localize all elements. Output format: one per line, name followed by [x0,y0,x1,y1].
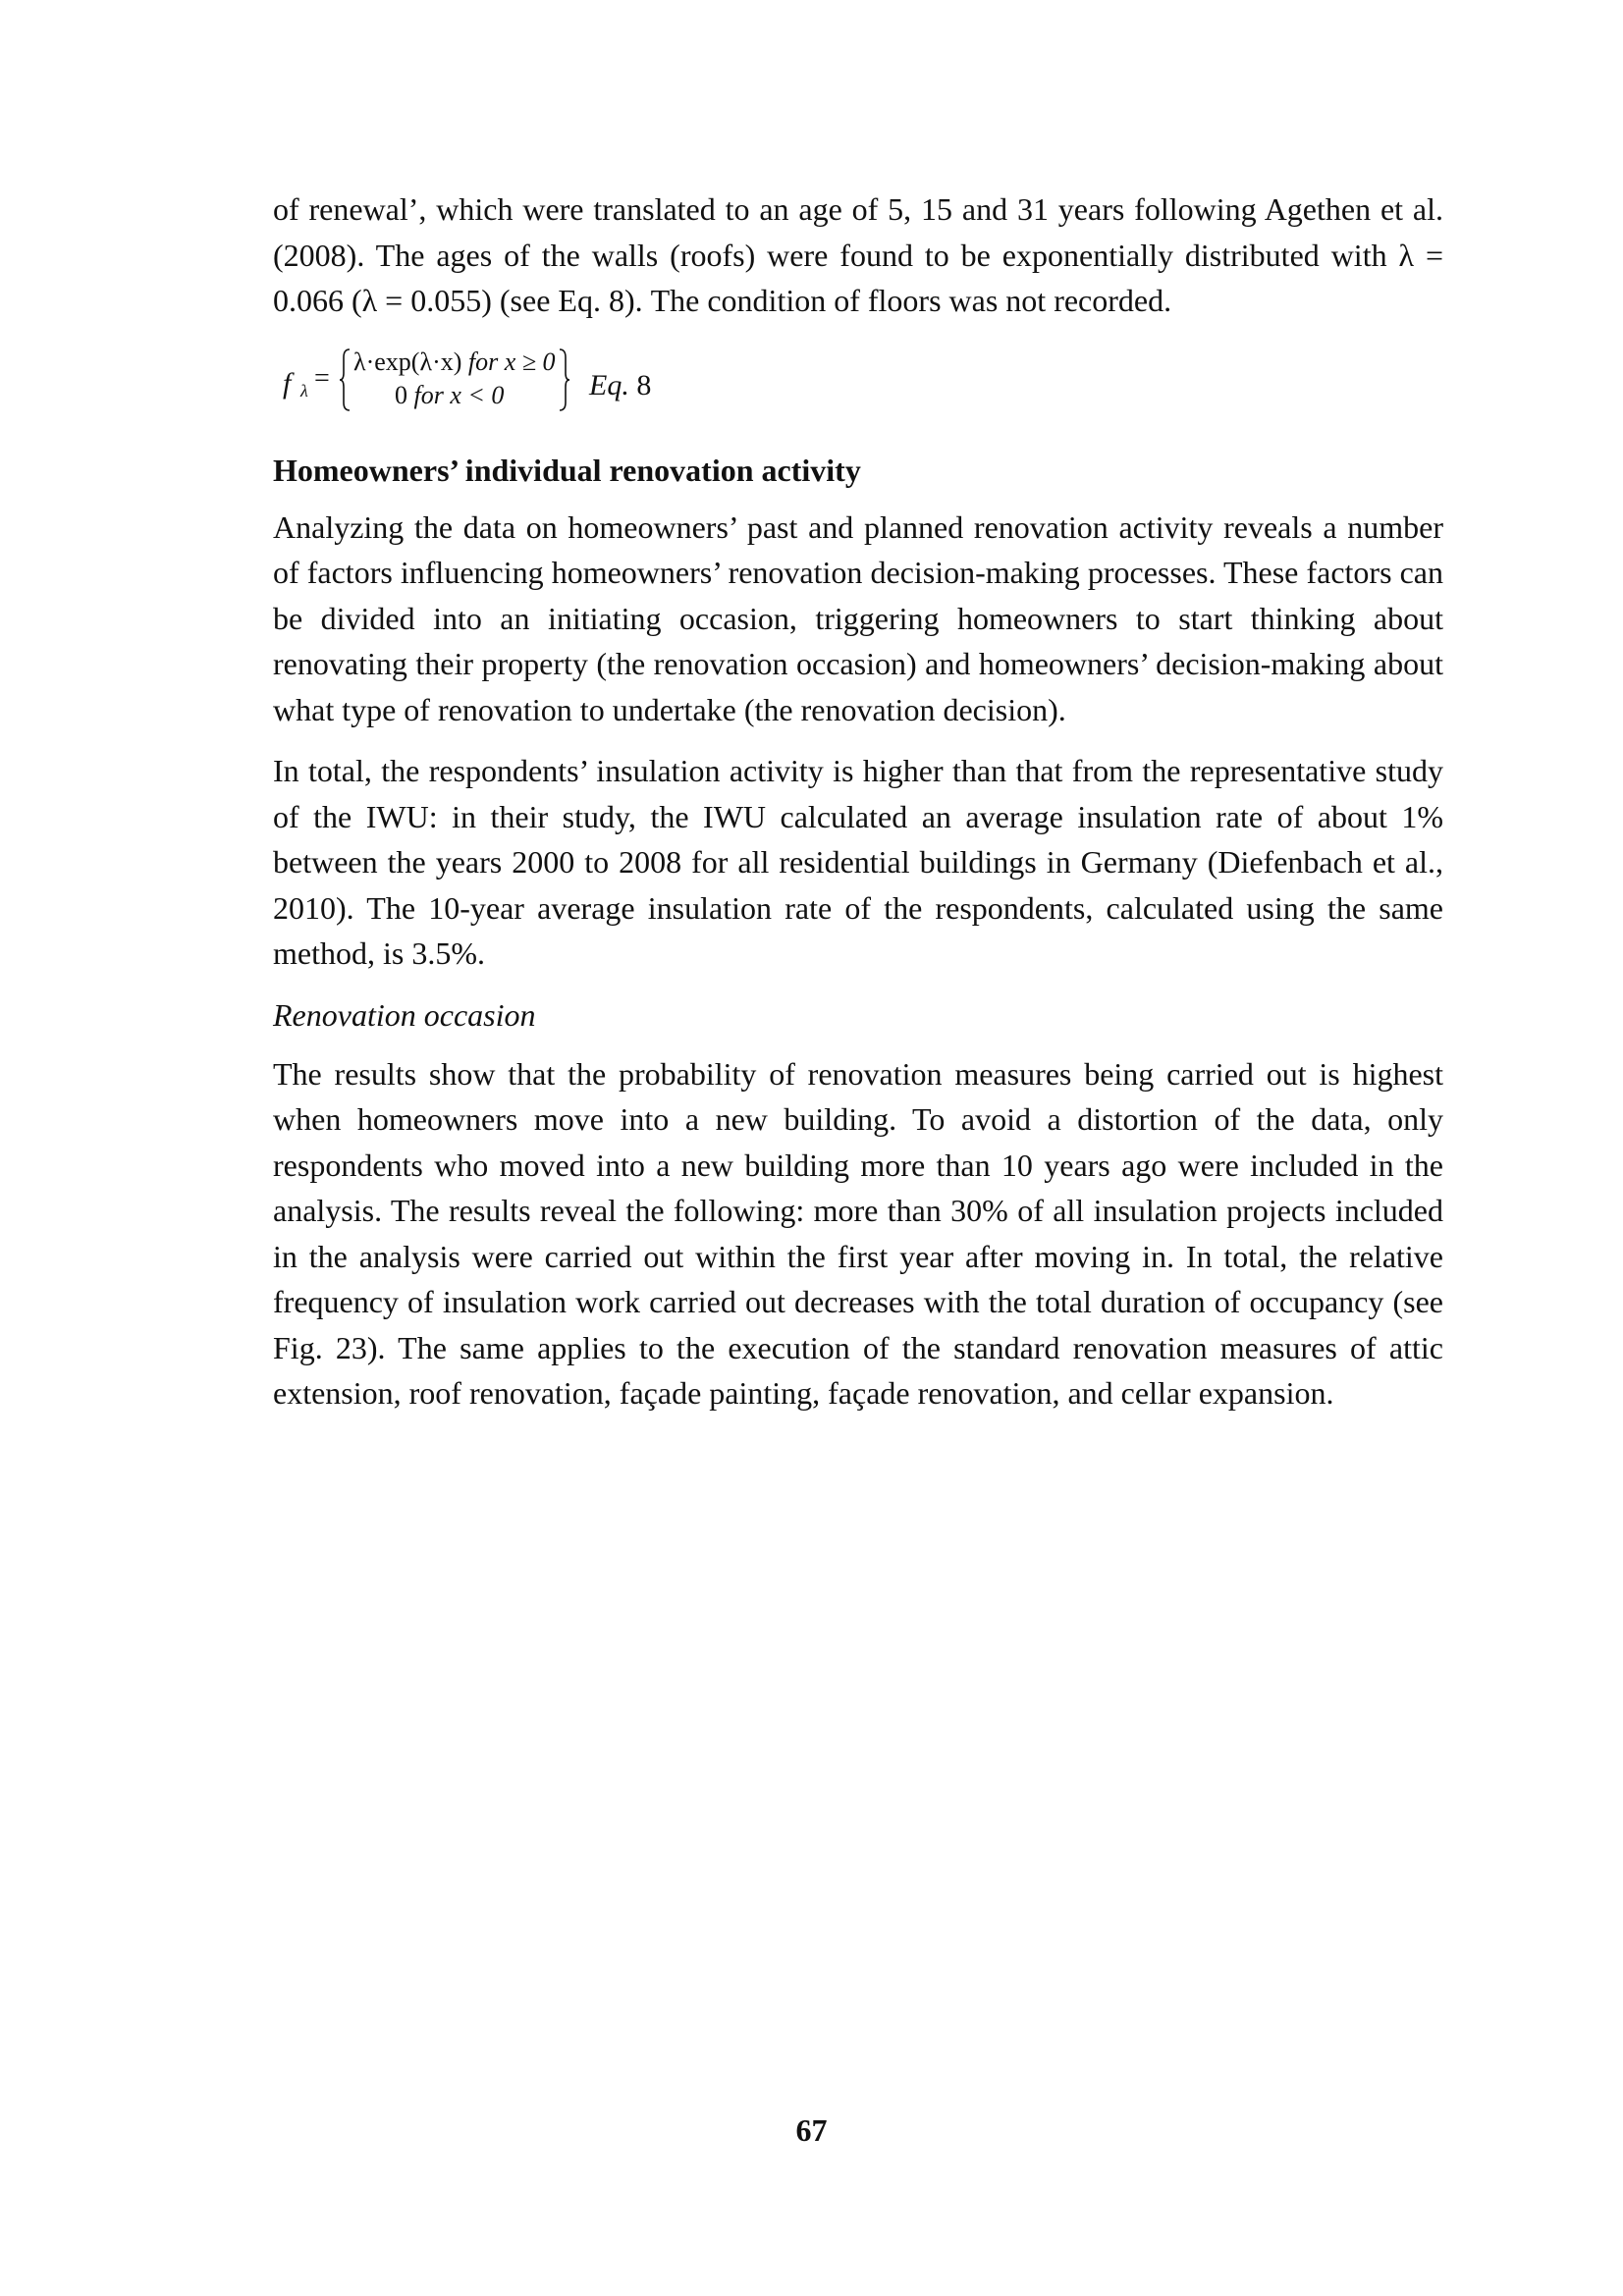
equation-function: f [283,366,292,400]
equation-row-1-condition: x ≥ 0 [504,347,556,376]
left-brace-icon [338,347,352,412]
equation-row-2-condition: x < 0 [450,380,505,409]
intro-paragraph: of renewal’, which were translated to an age of 5, 15 and 31 years following Agethen et al. (2008). The ages of the walls (roofs) were found to be exponentially distributed with λ = 0.066 (λ = 0.055) (see Eq. 8). The condition of floors was not recorded. [273,191,1443,318]
right-brace-icon [558,347,571,412]
section-heading: Homeowners’ individual renovation activity [273,452,861,488]
equation-row-1-for: for [467,347,499,376]
paragraph-renovation-occasion: The results show that the probability of renovation measures being carried out is highest when homeowners move into a new building. To avoid a distortion of the data, only respondents who moved into a new building more than 10 years ago were included in the analysis. The results reveal the following: more than 30% of all insulation projects included in the analysis were carried out within the first year after moving in. In total, the relative frequency of insulation work carried out decreases with the total duration of occupancy (see Fig. 23). The same applies to the execution of the standard renovation measures of attic extension, roof renovation, façade painting, façade renovation, and cellar expansion. [273,1055,1443,1411]
equation-label [589,369,651,402]
equation-row-1-expr: λ·exp(λ·x) [353,347,462,376]
page-number: 67 [795,2112,828,2148]
equation-row-2 [395,381,504,410]
equation-label-number: 8 [636,368,652,401]
equation-subscript: λ [300,380,308,400]
equation-equals: = [314,362,330,394]
subheading: Renovation occasion [273,996,536,1033]
paragraph-insulation: In total, the respondents’ insulation activity is higher than that from the representative study of the IWU: in their study, the IWU calculated an average insulation rate of about 1% between the years 2000 to 2008 for all residential buildings in Germany (Diefenbach et al., 2010). The 10-year average insulation rate of the respondents, calculated using the same method, is 3.5%. [273,753,1443,971]
equation-row-2-for: for [413,380,444,409]
equation-8 [273,340,1443,428]
equation-row-2-expr: 0 [395,380,407,409]
equation-row-1 [353,347,556,377]
page-content [273,187,1443,1432]
paragraph-analysis: Analyzing the data on homeowners’ past and planned renovation activity reveals a number of factors influencing homeowners’ renovation decision-making processes. These factors can be divided into an initiating occasion, triggering homeowners to start thinking about renovating their property (the renovation occasion) and homeowners’ decision-making about what type of renovation to undertake (the renovation decision). [273,508,1443,727]
equation-label-prefix: Eq. [589,368,629,401]
